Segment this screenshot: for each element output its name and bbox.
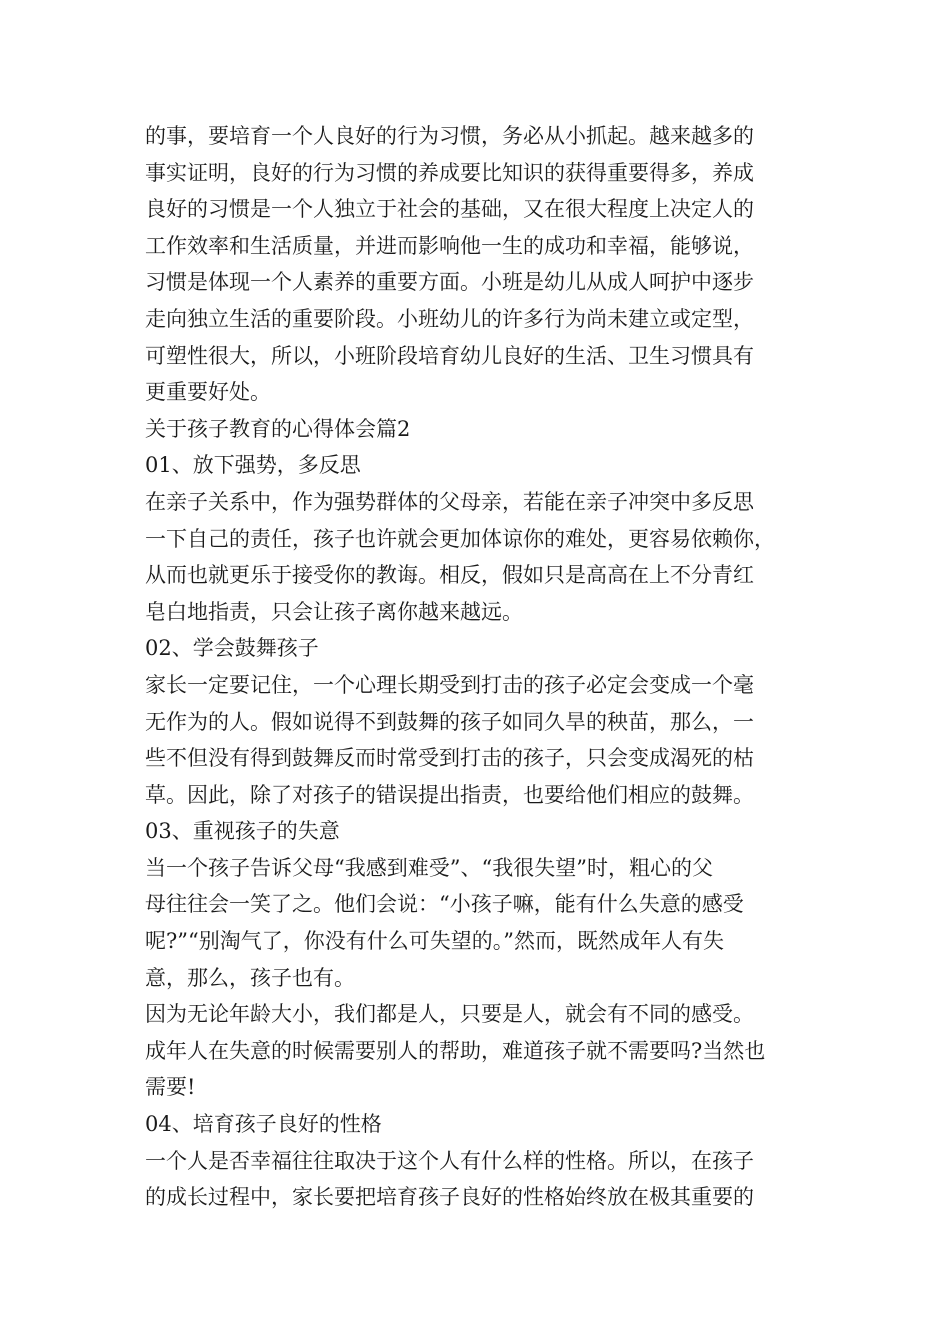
text-line: 良好的习惯是一个人独立于社会的基础，又在很大程度上决定人的 xyxy=(145,197,754,222)
text-line: 意，那么，孩子也有。 xyxy=(145,965,355,990)
text-line: 事实证明，良好的行为习惯的养成要比知识的获得重要得多，养成 xyxy=(145,160,754,185)
text-line: 母往往会一笑了之。他们会说：“小孩子嘛，能有什么失意的感受 xyxy=(145,892,744,917)
text-line: 从而也就更乐于接受你的教诲。相反，假如只是高高在上不分青红 xyxy=(145,563,754,588)
text-line: 需要! xyxy=(145,1075,196,1100)
text-line: 可塑性很大，所以，小班阶段培育幼儿良好的生活、卫生习惯具有 xyxy=(145,343,754,368)
text-line: 因为无论年龄大小，我们都是人，只要是人，就会有不同的感受。 xyxy=(145,1002,754,1027)
text-line: 呢?”“别淘气了，你没有什么可失望的。”然而，既然成年人有失 xyxy=(145,929,724,954)
text-line: 在亲子关系中，作为强势群体的父母亲，若能在亲子冲突中多反思 xyxy=(145,489,754,514)
text-line: 当一个孩子告诉父母“我感到难受”、“我很失望”时，粗心的父 xyxy=(145,855,713,880)
sub-heading: 02、学会鼓舞孩子 xyxy=(145,636,319,661)
text-line: 一下自己的责任，孩子也许就会更加体谅你的难处，更容易依赖你， xyxy=(145,526,775,551)
document-page xyxy=(145,118,810,1216)
text-line: 成年人在失意的时候需要别人的帮助，难道孩子就不需要吗?当然也 xyxy=(145,1038,766,1063)
text-line: 习惯是体现一个人素养的重要方面。小班是幼儿从成人呵护中逐步 xyxy=(145,270,754,295)
sub-heading: 04、培育孩子良好的性格 xyxy=(145,1112,382,1137)
text-line: 家长一定要记住，一个心理长期受到打击的孩子必定会变成一个毫 xyxy=(145,672,754,697)
text-line: 更重要好处。 xyxy=(145,380,271,405)
text-line: 工作效率和生活质量，并进而影响他一生的成功和幸福，能够说， xyxy=(145,233,754,258)
text-line: 些不但没有得到鼓舞反而时常受到打击的孩子，只会变成渴死的枯 xyxy=(145,746,754,771)
text-line: 皂白地指责，只会让孩子离你越来越远。 xyxy=(145,599,523,624)
text-line: 一个人是否幸福往往取决于这个人有什么样的性格。所以，在孩子 xyxy=(145,1148,754,1173)
sub-heading: 03、重视孩子的失意 xyxy=(145,819,340,844)
text-line: 无作为的人。假如说得不到鼓舞的孩子如同久旱的秧苗，那么，一 xyxy=(145,709,754,734)
sub-heading: 01、放下强势，多反思 xyxy=(145,453,361,478)
text-line: 的事，要培育一个人良好的行为习惯，务必从小抓起。越来越多的 xyxy=(145,124,754,148)
text-line: 草。因此，除了对孩子的错误提出指责，也要给他们相应的鼓舞。 xyxy=(145,782,754,807)
section-heading: 关于孩子教育的心得体会篇2 xyxy=(145,416,411,441)
text-line: 的成长过程中，家长要把培育孩子良好的性格始终放在极其重要的 xyxy=(145,1185,754,1210)
text-line: 走向独立生活的重要阶段。小班幼儿的许多行为尚未建立或定型， xyxy=(145,306,754,331)
